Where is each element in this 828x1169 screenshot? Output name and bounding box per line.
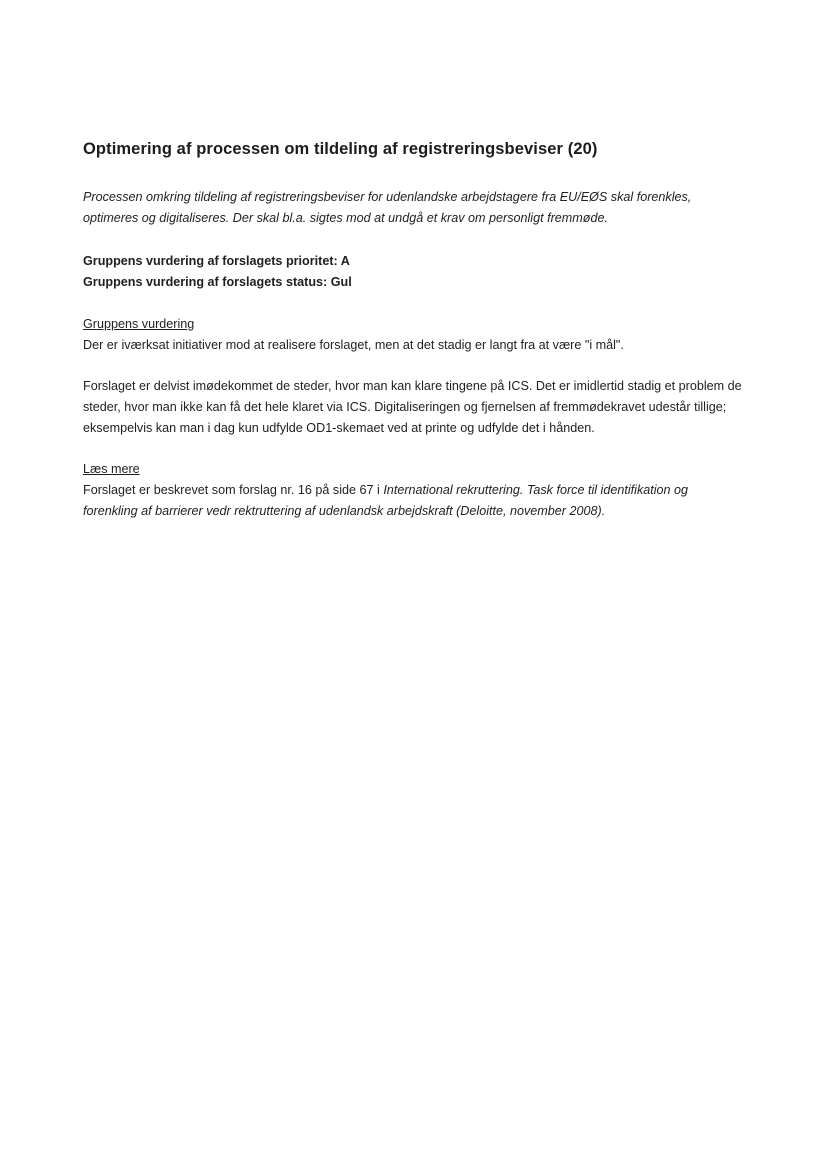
intro-paragraph: Processen omkring tildeling af registreringsbeviser for udenlandske arbejdstagere fra EU/EØS skal forenkles, optimeres og digitaliseres. Der skal bl.a. sigtes mod at undgå et krav om personligt fremmøde. bbox=[83, 190, 692, 225]
read-more-heading: Læs mere bbox=[83, 462, 140, 476]
document-content bbox=[83, 140, 743, 542]
assessment-paragraph-2: Forslaget er delvist imødekommet de steder, hvor man kan klare tingene på ICS. Det er imidlertid stadig et problem de steder, hvor man ikke kan få det hele klaret via ICS. Digitaliseringen og fjernelsen af fremmødekravet udestår tillige; eksempelvis kan man i dag kun udfylde OD1-skemaet ved at printe og udfylde det i hånden. bbox=[83, 379, 742, 435]
status-rating: Gruppens vurdering af forslagets status: Gul bbox=[83, 275, 352, 289]
rating-block bbox=[83, 251, 743, 293]
assessment-heading: Gruppens vurdering bbox=[83, 317, 195, 331]
page-title: Optimering af processen om tildeling af registreringsbeviser (20) bbox=[83, 140, 598, 158]
assessment-section bbox=[83, 314, 743, 439]
read-more-section bbox=[83, 459, 743, 522]
read-more-reference: International rekruttering. Task force til identifikation og forenkling af barrierer vedr rektruttering af udenlandsk arbejdskraft (Deloitte, november 2008). bbox=[83, 483, 689, 518]
assessment-paragraph-1: Der er iværksat initiativer mod at realisere forslaget, men at det stadig er langt fra at være "i mål". bbox=[83, 338, 624, 352]
priority-rating: Gruppens vurdering af forslagets prioritet: A bbox=[83, 254, 350, 268]
read-more-paragraph bbox=[83, 480, 743, 522]
read-more-text: Forslaget er beskrevet som forslag nr. 16 på side 67 i bbox=[83, 483, 384, 497]
